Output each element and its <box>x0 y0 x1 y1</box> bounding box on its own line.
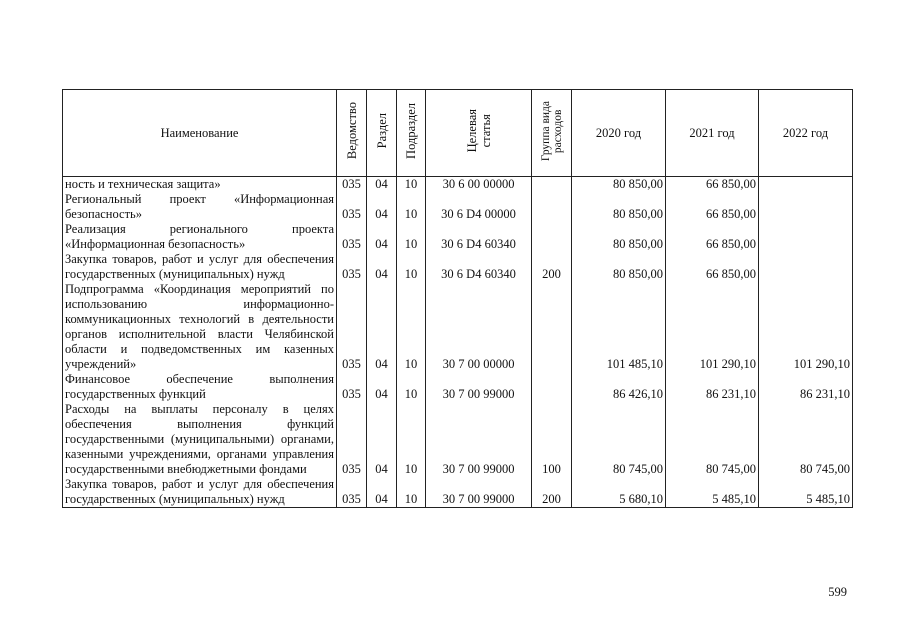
header-target-article: Целевая статья <box>426 90 532 177</box>
header-section: Раздел <box>367 90 397 177</box>
row-subsection: 10 <box>397 282 426 372</box>
table-row <box>63 252 853 282</box>
row-value-2022: 101 290,10 <box>759 282 853 372</box>
row-expense-group: 100 <box>532 402 572 477</box>
row-value-2021: 101 290,10 <box>666 282 759 372</box>
row-value-2020: 101 485,10 <box>572 282 666 372</box>
row-value-2022 <box>759 252 853 282</box>
row-value-2022 <box>759 192 853 222</box>
row-value-2020: 5 680,10 <box>572 477 666 508</box>
row-section: 04 <box>367 252 397 282</box>
row-value-2020: 80 745,00 <box>572 402 666 477</box>
row-section: 04 <box>367 222 397 252</box>
header-department: Ведомство <box>337 90 367 177</box>
row-name: Расходы на выплаты персоналу в целях обеспечения выполнения функций государственными (муниципальными) органами, казенными учреждениями, органами управления государственными внебюджетными фондами <box>63 402 337 477</box>
row-department: 035 <box>337 222 367 252</box>
row-name: Закупка товаров, работ и услуг для обеспечения государственных (муниципальных) нужд <box>63 477 337 508</box>
row-department: 035 <box>337 372 367 402</box>
row-value-2021: 66 850,00 <box>666 177 759 193</box>
row-value-2022: 86 231,10 <box>759 372 853 402</box>
row-department: 035 <box>337 252 367 282</box>
row-value-2020: 80 850,00 <box>572 222 666 252</box>
table-row <box>63 477 853 508</box>
row-value-2022 <box>759 177 853 193</box>
row-subsection: 10 <box>397 192 426 222</box>
row-value-2021: 66 850,00 <box>666 252 759 282</box>
row-name: Финансовое обеспечение выполнения государственных функций <box>63 372 337 402</box>
row-section: 04 <box>367 282 397 372</box>
row-name: Подпрограмма «Координация мероприятий по использованию информационно-коммуникационных технологий в деятельности органов исполнительной власти Челябинской области и подведомственных им казенных учреждений» <box>63 282 337 372</box>
row-subsection: 10 <box>397 477 426 508</box>
table-header-row <box>63 90 853 177</box>
row-section: 04 <box>367 372 397 402</box>
row-value-2022 <box>759 222 853 252</box>
row-target-article: 30 7 00 99000 <box>426 402 532 477</box>
row-subsection: 10 <box>397 177 426 193</box>
header-subsection: Подраздел <box>397 90 426 177</box>
row-target-article: 30 7 00 00000 <box>426 282 532 372</box>
row-department: 035 <box>337 282 367 372</box>
row-expense-group <box>532 372 572 402</box>
row-target-article: 30 6 00 00000 <box>426 177 532 193</box>
header-name: Наименование <box>63 90 337 177</box>
row-name: Региональный проект «Информационная безопасность» <box>63 192 337 222</box>
header-year-2020: 2020 год <box>572 90 666 177</box>
row-expense-group <box>532 177 572 193</box>
row-section: 04 <box>367 477 397 508</box>
row-value-2022: 5 485,10 <box>759 477 853 508</box>
row-section: 04 <box>367 177 397 193</box>
row-name: Закупка товаров, работ и услуг для обеспечения государственных (муниципальных) нужд <box>63 252 337 282</box>
row-value-2020: 80 850,00 <box>572 192 666 222</box>
row-target-article: 30 6 D4 60340 <box>426 222 532 252</box>
row-target-article: 30 6 D4 60340 <box>426 252 532 282</box>
row-value-2021: 86 231,10 <box>666 372 759 402</box>
row-subsection: 10 <box>397 222 426 252</box>
row-department: 035 <box>337 402 367 477</box>
row-department: 035 <box>337 177 367 193</box>
row-section: 04 <box>367 192 397 222</box>
row-value-2020: 80 850,00 <box>572 252 666 282</box>
row-subsection: 10 <box>397 372 426 402</box>
row-value-2021: 66 850,00 <box>666 192 759 222</box>
row-subsection: 10 <box>397 252 426 282</box>
row-value-2021: 66 850,00 <box>666 222 759 252</box>
header-year-2021: 2021 год <box>666 90 759 177</box>
row-expense-group: 200 <box>532 477 572 508</box>
row-expense-group: 200 <box>532 252 572 282</box>
row-value-2020: 80 850,00 <box>572 177 666 193</box>
row-value-2020: 86 426,10 <box>572 372 666 402</box>
table-row <box>63 282 853 372</box>
row-value-2021: 80 745,00 <box>666 402 759 477</box>
row-value-2022: 80 745,00 <box>759 402 853 477</box>
row-section: 04 <box>367 402 397 477</box>
row-expense-group <box>532 222 572 252</box>
row-expense-group <box>532 282 572 372</box>
table-row <box>63 192 853 222</box>
table-row <box>63 222 853 252</box>
row-department: 035 <box>337 477 367 508</box>
table-row <box>63 177 853 193</box>
row-department: 035 <box>337 192 367 222</box>
budget-table <box>62 89 853 508</box>
row-value-2021: 5 485,10 <box>666 477 759 508</box>
row-expense-group <box>532 192 572 222</box>
row-target-article: 30 6 D4 00000 <box>426 192 532 222</box>
page-number: 599 <box>828 585 847 599</box>
row-name: Реализация регионального проекта «Информационная безопасность» <box>63 222 337 252</box>
header-expense-group: Группа вида расходов <box>532 90 572 177</box>
table-row <box>63 372 853 402</box>
table-row <box>63 402 853 477</box>
row-target-article: 30 7 00 99000 <box>426 477 532 508</box>
row-name: ность и техническая защита» <box>63 177 337 193</box>
header-year-2022: 2022 год <box>759 90 853 177</box>
row-subsection: 10 <box>397 402 426 477</box>
row-target-article: 30 7 00 99000 <box>426 372 532 402</box>
